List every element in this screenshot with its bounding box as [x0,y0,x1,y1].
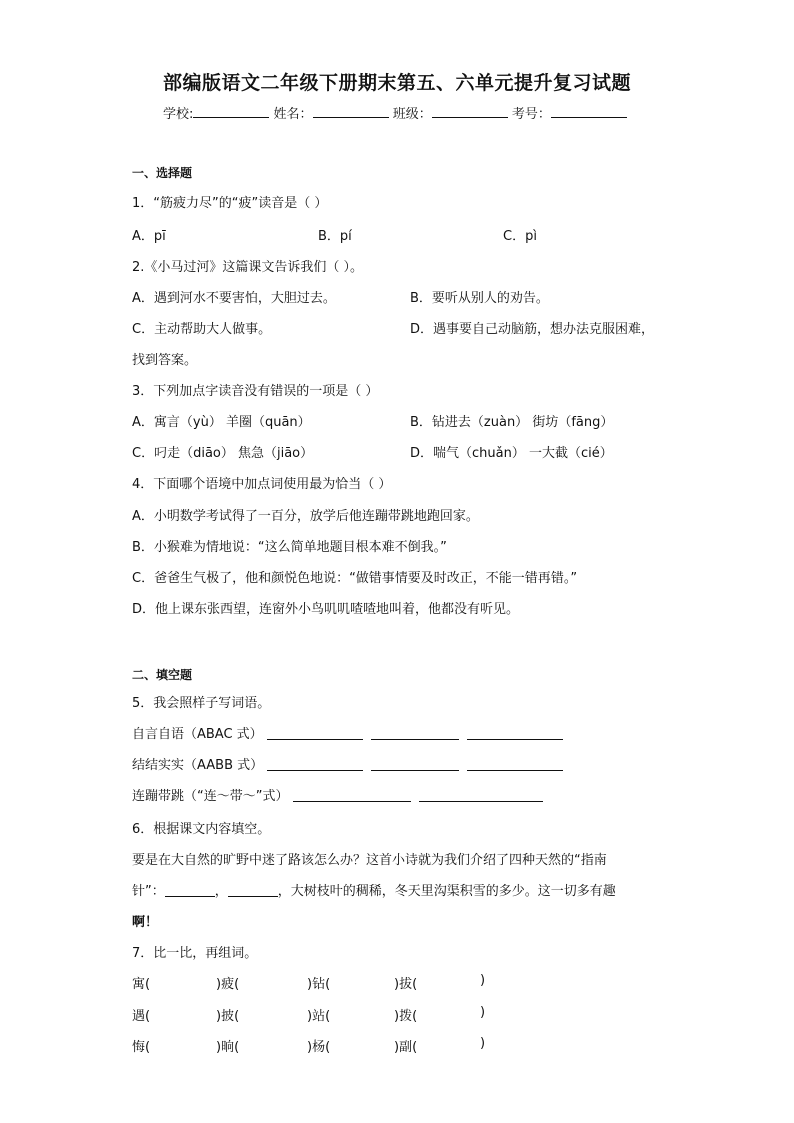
q6-text-line-2-end: ，大树枝叶的稠稀，冬天里沟渠积雪的多少。这一切多有趣 [277,884,616,899]
q2-option-d[interactable]: D．遇事要自己动脑筋，想办法克服困难， [410,322,655,337]
q4-option-b[interactable]: B．小猴难为情地说：“这么简单地题目根本难不倒我。” [132,540,447,555]
q2-option-b[interactable]: B．要听从别人的劝告。 [410,291,549,306]
answer-blank[interactable] [228,884,278,897]
q1-option-a[interactable]: A．pī [132,229,166,244]
answer-blank[interactable] [371,758,459,771]
q6-text-line-2-start: 针”： [132,884,165,899]
q3-option-a[interactable]: A．寓言（yù） 羊圈（quān） [132,415,311,430]
q7-cell[interactable]: )杨( [307,1040,331,1055]
answer-blank[interactable] [467,758,563,771]
q5-row-lian-dai-label: 连蹦带跳（“连～带～”式） [132,789,289,804]
exam-number-label: 考号： [511,107,551,122]
class-blank[interactable] [432,104,508,118]
q5-stem: 5．我会照样子写词语。 [132,696,271,711]
q1-stem: 1．“筋疲力尽”的“疲”读音是（ ） [132,196,328,211]
section-heading-choice: 一、选择题 [132,166,193,180]
q5-row-abac-label: 自言自语（ABAC 式） [132,727,263,742]
class-label: 班级： [392,107,432,122]
student-info-line [163,103,627,122]
q6-text-line-3: 啊！ [132,915,159,930]
q2-option-d-continued: 找到答案。 [132,353,198,368]
section-heading-fill: 二、填空题 [132,668,193,682]
q3-option-d[interactable]: D．喘气（chuǎn） 一大截（cié） [410,446,613,461]
answer-blank[interactable] [419,789,543,802]
q2-stem: 2.《小马过河》这篇课文告诉我们（ ）。 [132,260,364,275]
answer-blank[interactable] [293,789,411,802]
answer-blank[interactable] [165,884,215,897]
q7-cell[interactable]: 遇( [132,1009,151,1024]
q7-cell: ) [480,1005,486,1020]
q7-cell[interactable]: )站( [307,1009,331,1024]
school-blank[interactable] [193,104,269,118]
q2-option-a[interactable]: A．遇到河水不要害怕，大胆过去。 [132,291,336,306]
q5-row-aabb-label: 结结实实（AABB 式） [132,758,264,773]
q7-cell[interactable]: )疲( [216,977,240,992]
q4-option-d[interactable]: D．他上课东张西望，连窗外小鸟叽叽喳喳地叫着，他都没有听见。 [132,602,520,617]
q5-row-aabb [132,754,571,773]
name-blank[interactable] [313,104,389,118]
q7-cell: ) [480,1036,486,1051]
q4-option-a[interactable]: A．小明数学考试得了一百分，放学后他连蹦带跳地跑回家。 [132,509,479,524]
q5-row-abac [132,723,571,742]
exam-number-blank[interactable] [551,104,627,118]
q1-option-b[interactable]: B．pí [318,229,352,244]
q1-option-c[interactable]: C．pì [503,229,537,244]
answer-blank[interactable] [371,727,459,740]
q4-option-c[interactable]: C．爸爸生气极了，他和颜悦色地说：“做错事情要及时改正，不能一错再错。” [132,571,578,586]
q7-cell[interactable]: 寓( [132,977,151,992]
page-title: 部编版语文二年级下册期末第五、六单元提升复习试题 [162,72,631,94]
q6-comma: ， [214,884,228,899]
answer-blank[interactable] [267,758,363,771]
q6-stem: 6．根据课文内容填空。 [132,822,271,837]
name-label: 姓名： [273,107,313,122]
q6-text-line-1: 要是在大自然的旷野中迷了路该怎么办？这首小诗就为我们介绍了四种天然的“指南 [132,853,607,868]
q7-cell[interactable]: )披( [216,1009,240,1024]
q3-option-c[interactable]: C．叼走（diāo） 焦急（jiāo） [132,446,314,461]
answer-blank[interactable] [467,727,563,740]
q3-option-b[interactable]: B．钻进去（zuàn） 街坊（fāng） [410,415,614,430]
q7-cell[interactable]: )拔( [394,977,418,992]
q5-row-lian-dai [132,785,551,804]
q7-cell[interactable]: )拨( [394,1009,418,1024]
school-label: 学校: [163,107,194,122]
q2-option-c[interactable]: C．主动帮助大人做事。 [132,322,272,337]
q7-cell[interactable]: )副( [394,1040,418,1055]
q7-cell[interactable]: 悔( [132,1040,151,1055]
q7-cell[interactable]: )钻( [307,977,331,992]
q7-cell[interactable]: )晌( [216,1040,240,1055]
q7-stem: 7．比一比，再组词。 [132,946,258,961]
q6-text-line-2 [132,880,616,899]
q4-stem: 4．下面哪个语境中加点词使用最为恰当（ ） [132,477,392,492]
q3-stem: 3．下列加点字读音没有错误的一项是（ ） [132,384,379,399]
q7-cell: ) [480,973,486,988]
answer-blank[interactable] [267,727,363,740]
